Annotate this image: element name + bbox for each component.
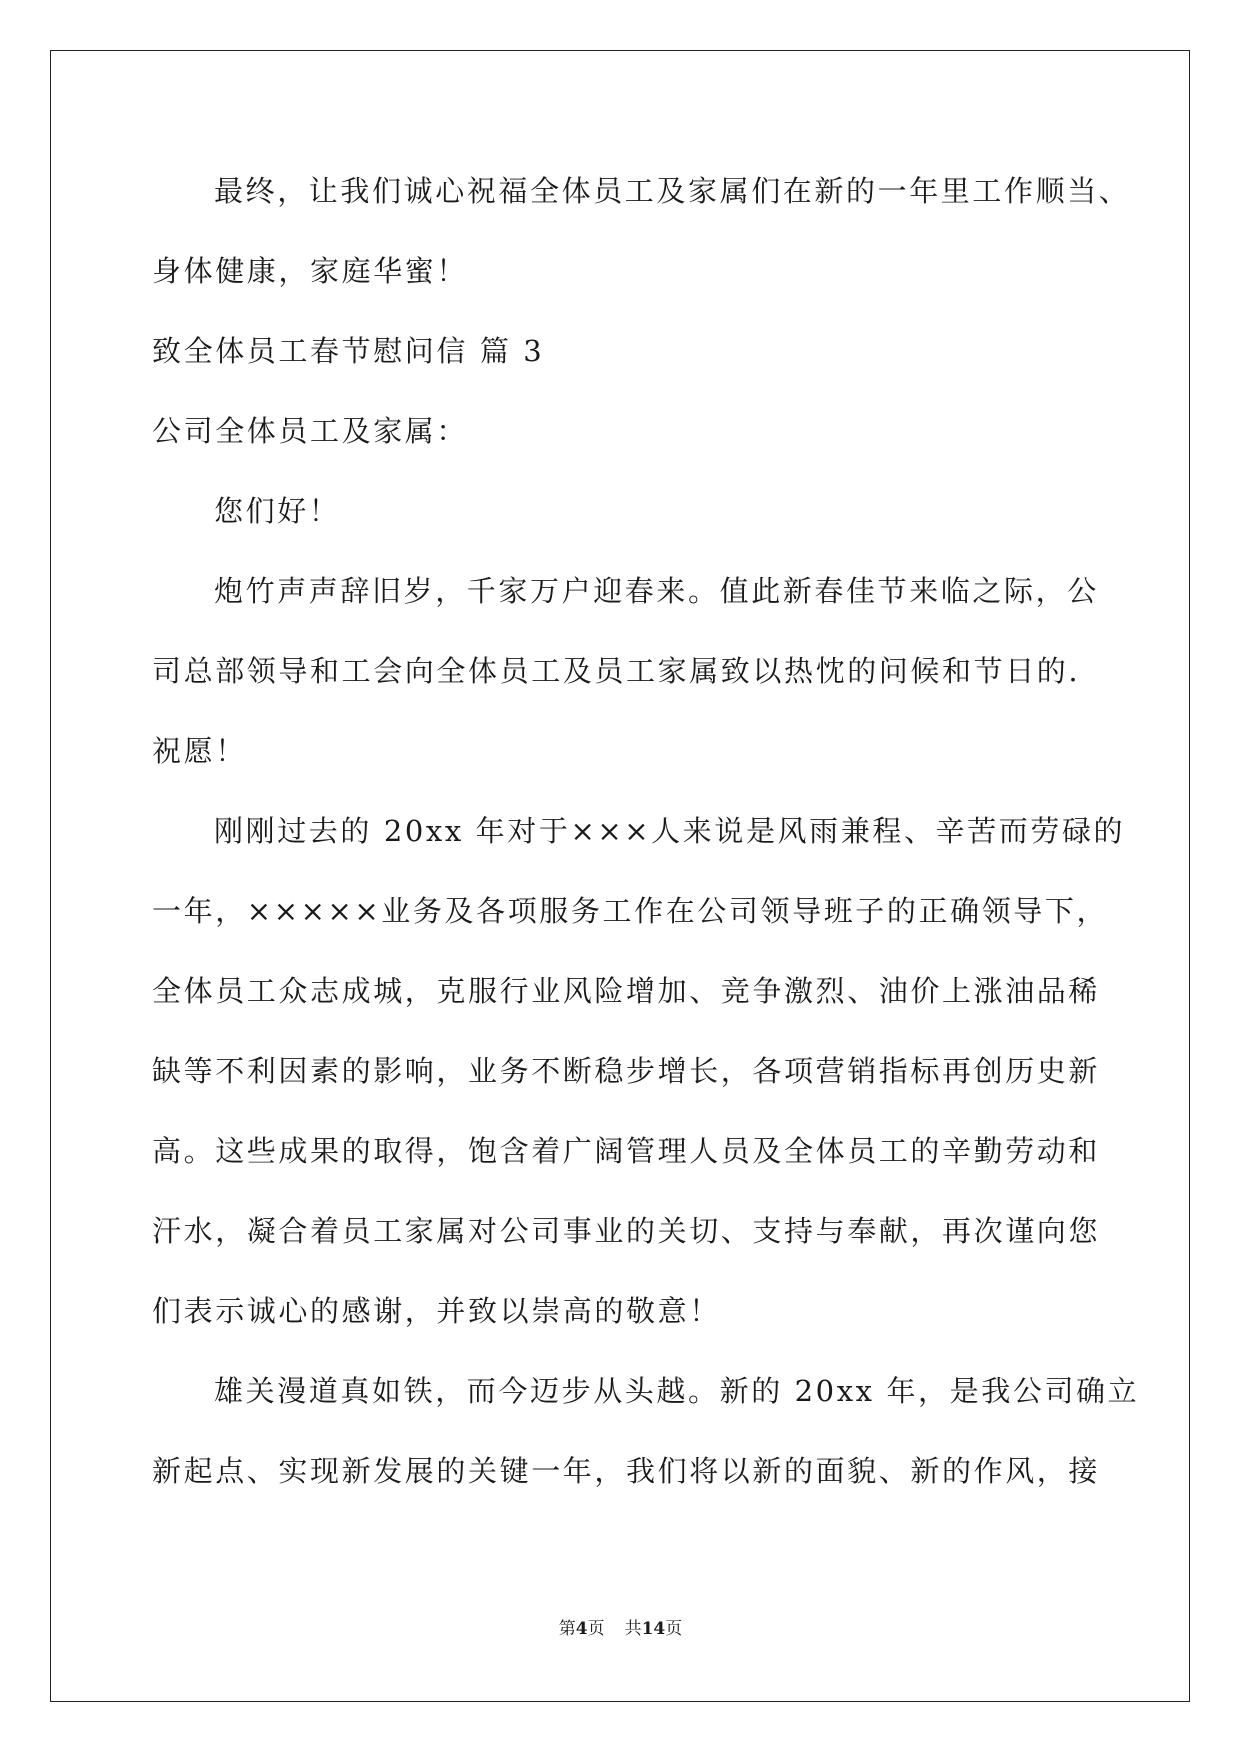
page-suffix: 页 (587, 1619, 605, 1639)
paragraph-line: 新起点、实现新发展的关键一年，我们将以新的面貌、新的作风，接 (152, 1454, 1101, 1488)
page-prefix: 第 (558, 1619, 576, 1639)
total-pages: 14 (641, 1619, 666, 1639)
total-prefix: 共 (624, 1619, 642, 1639)
paragraph-line: 身体健康，家庭华蜜！ (152, 254, 469, 288)
page-number: 4 (575, 1619, 588, 1639)
section-heading: 致全体员工春节慰问信 篇 3 (152, 334, 545, 368)
total-suffix: 页 (665, 1619, 683, 1639)
paragraph-line: 高。这些成果的取得，饱含着广阔管理人员及全体员工的辛勤劳动和 (152, 1134, 1101, 1168)
paragraph-line: 司总部领导和工会向全体员工及员工家属致以热忱的问候和节日的. (152, 654, 1081, 688)
paragraph-line: 汗水，凝合着员工家属对公司事业的关切、支持与奉献，再次谨向您 (152, 1214, 1101, 1248)
paragraph-line: 一年，×××××业务及各项服务工作在公司领导班子的正确领导下， (152, 894, 1109, 928)
paragraph-line: 祝愿！ (152, 734, 247, 768)
paragraph-line: 们表示诚心的感谢，并致以崇高的敬意！ (152, 1294, 721, 1328)
greeting: 您们好！ (214, 494, 341, 528)
paragraph-line: 雄关漫道真如铁，而今迈步从头越。新的 20xx 年，是我公司确立 (214, 1374, 1140, 1408)
paragraph-line: 全体员工众志成城，克服行业风险增加、竞争激烈、油价上涨油品稀 (152, 974, 1101, 1008)
paragraph-line: 炮竹声声辞旧岁，千家万户迎春来。值此新春佳节来临之际，公 (214, 574, 1099, 608)
paragraph-line: 最终，让我们诚心祝福全体员工及家属们在新的一年里工作顺当、 (214, 174, 1131, 208)
salutation: 公司全体员工及家属： (152, 414, 469, 448)
page-footer (0, 1614, 1241, 1639)
paragraph-line: 刚刚过去的 20xx 年对于×××人来说是风雨兼程、辛苦而劳碌的 (214, 814, 1126, 848)
paragraph-line: 缺等不利因素的影响，业务不断稳步增长，各项营销指标再创历史新 (152, 1054, 1101, 1088)
